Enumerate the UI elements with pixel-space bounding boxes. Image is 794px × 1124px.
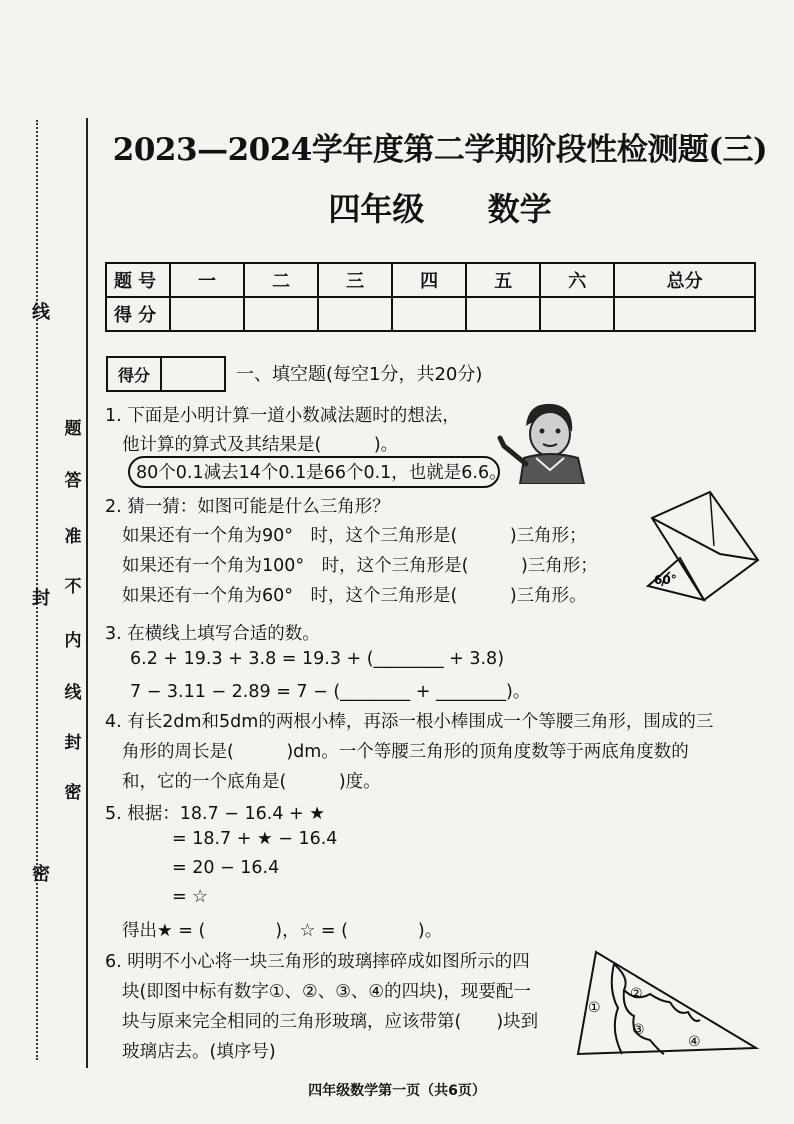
col-header: 二 xyxy=(244,263,318,297)
q4-line1: 4. 有长2dm和5dm的两根小棒，再添一根小棒围成一个等腰三角形，围成的三 xyxy=(105,712,714,732)
margin-char: 线 xyxy=(64,683,82,703)
margin-char: 答 xyxy=(64,471,82,491)
q6-line3: 块与原来完全相同的三角形玻璃，应该带第( )块到 xyxy=(122,1012,539,1032)
margin-char: 不 xyxy=(64,577,82,597)
q5-line5: 得出★ = ( )，☆ = ( )。 xyxy=(122,921,443,941)
margin-char: 题 xyxy=(64,419,82,439)
q4-line2: 角形的周长是( )dm。一个等腰三角形的顶角度数等于两底角度数的 xyxy=(122,742,689,762)
q3-line1: 3. 在横线上填写合适的数。 xyxy=(105,624,320,644)
score-cell[interactable] xyxy=(170,297,244,331)
col-header: 六 xyxy=(540,263,614,297)
piece-label: ① xyxy=(588,1000,601,1016)
score-cell[interactable] xyxy=(540,297,614,331)
margin-char: 准 xyxy=(64,527,82,547)
section-title: 一、填空题(每空1分，共20分) xyxy=(236,364,483,385)
q6-line1: 6. 明明不小心将一块三角形的玻璃摔碎成如图所示的四 xyxy=(105,952,530,972)
q5-line1: 5. 根据：18.7 − 16.4 + ★ xyxy=(105,804,325,824)
q3-line2: 6.2 + 19.3 + 3.8 = 19.3 + (________ + 3.8) xyxy=(130,649,505,669)
score-cell[interactable] xyxy=(318,297,392,331)
margin-char: 封 xyxy=(32,588,50,609)
q2-line4: 如果还有一个角为60° 时，这个三角形是( )三角形。 xyxy=(122,586,587,606)
grade-label: 四年级 xyxy=(328,190,425,228)
grader-cell[interactable] xyxy=(162,358,224,390)
score-cell[interactable] xyxy=(244,297,318,331)
margin-char: 密 xyxy=(64,783,82,803)
q2-line1: 2. 猜一猜：如图可能是什么三角形？ xyxy=(105,497,390,517)
piece-label: ③ xyxy=(632,1022,645,1038)
angle-label: 60° xyxy=(654,573,677,587)
boy-figure-icon xyxy=(496,398,600,484)
col-header: 一 xyxy=(170,263,244,297)
q5-line4: = ☆ xyxy=(172,887,208,907)
section-grader-box xyxy=(106,356,226,392)
q1-bubble-text: 80个0.1减去14个0.1是66个0.1，也就是6.6。 xyxy=(136,463,507,483)
score-cell[interactable] xyxy=(614,297,755,331)
score-cell[interactable] xyxy=(392,297,466,331)
q2-line2: 如果还有一个角为90° 时，这个三角形是( )三角形； xyxy=(122,526,587,546)
q6-line4: 玻璃店去。(填序号) xyxy=(122,1042,276,1062)
broken-glass-figure xyxy=(574,950,760,1060)
col-header: 总分 xyxy=(614,263,755,297)
page-footer: 四年级数学第一页（共6页） xyxy=(308,1083,486,1099)
score-table xyxy=(105,262,756,332)
subject-label: 数学 xyxy=(487,190,552,228)
margin-char: 内 xyxy=(64,631,82,651)
col-header: 四 xyxy=(392,263,466,297)
q5-line3: = 20 − 16.4 xyxy=(172,858,280,878)
q2-line3: 如果还有一个角为100° 时，这个三角形是( )三角形； xyxy=(122,556,598,576)
exam-title: 2023—2024学年度第二学期阶段性检测题(三) xyxy=(112,132,768,168)
q1-line1: 1. 下面是小明计算一道小数减法题时的想法， xyxy=(105,406,460,426)
margin-char: 封 xyxy=(64,733,82,753)
col-header: 三 xyxy=(318,263,392,297)
piece-label: ② xyxy=(630,986,643,1002)
score-cell[interactable] xyxy=(466,297,540,331)
q1-line2: 他计算的算式及其结果是( )。 xyxy=(122,435,399,455)
col-header: 五 xyxy=(466,263,540,297)
row-header: 题号 xyxy=(106,263,170,297)
margin-char: 线 xyxy=(32,302,50,323)
q3-line3: 7 − 3.11 − 2.89 = 7 − (________ + ________)。 xyxy=(130,682,531,702)
piece-label: ④ xyxy=(688,1034,701,1050)
margin-char: 密 xyxy=(32,864,50,885)
grader-label: 得分 xyxy=(108,358,162,390)
q6-line2: 块(即图中标有数字①、②、③、④的四块)，现要配一 xyxy=(122,982,531,1002)
row-header: 得分 xyxy=(106,297,170,331)
envelope-triangle-figure xyxy=(640,488,770,608)
exam-subtitle xyxy=(100,184,780,230)
q5-line2: = 18.7 + ★ − 16.4 xyxy=(172,829,338,849)
margin-rule xyxy=(86,118,88,1068)
q4-line3: 和，它的一个底角是( )度。 xyxy=(122,772,381,792)
